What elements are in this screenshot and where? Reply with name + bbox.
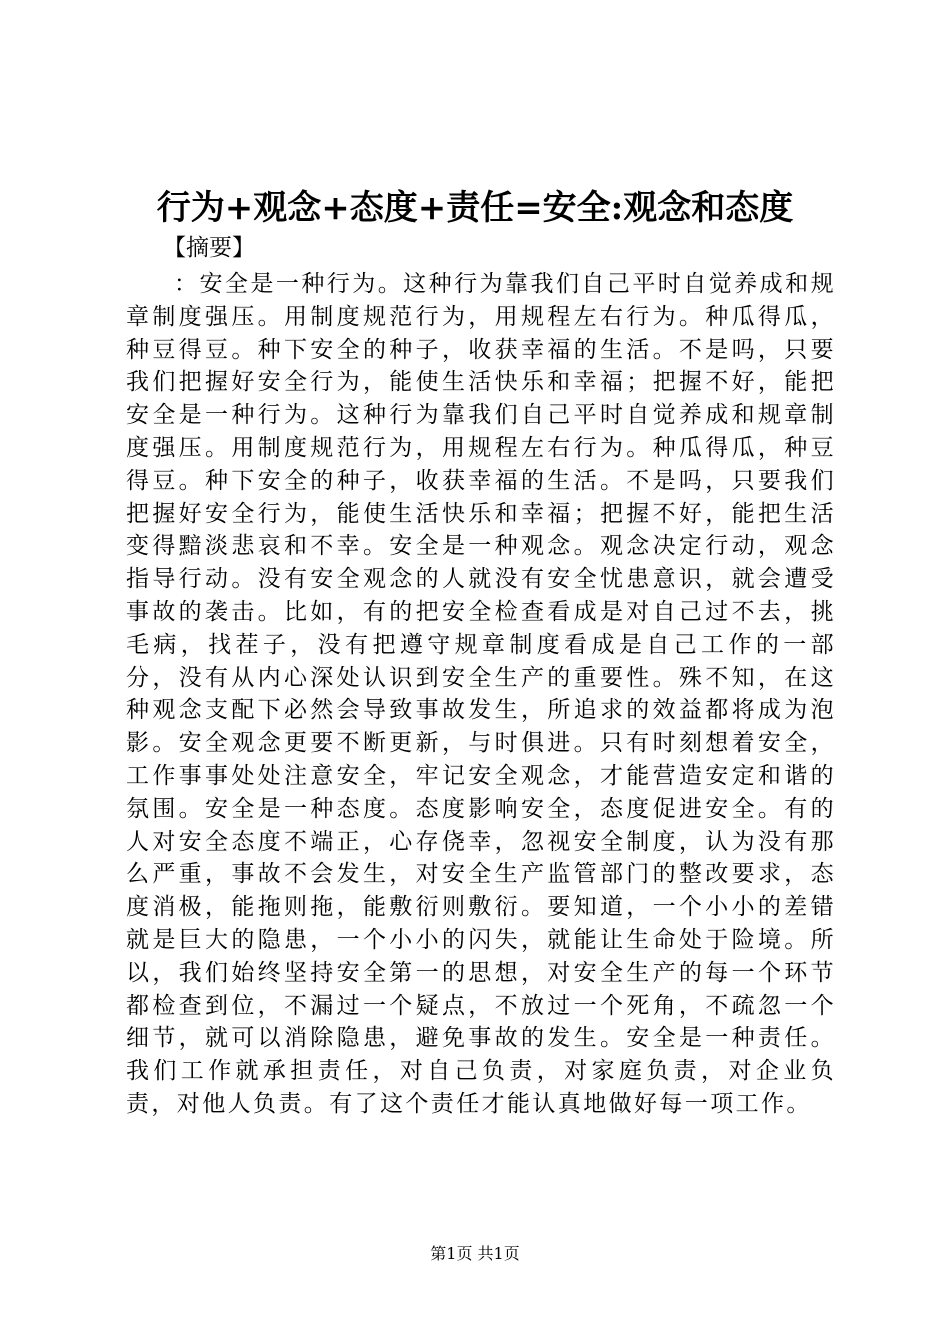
abstract-heading: 【摘要】 bbox=[163, 235, 255, 261]
page-footer: 第1页 共1页 bbox=[430, 1244, 520, 1263]
page-title: 行为+观念+态度+责任=安全:观念和态度 bbox=[156, 188, 794, 228]
abstract-body: ：安全是一种行为。这种行为靠我们自己平时自觉养成和规章制度强压。用制度规范行为，用规程左右行为。种瓜得瓜，种豆得豆。种下安全的种子，收获幸福的生活。不是吗，只要我们把握好安全行为，能使生活快乐和幸福；把握不好，能把安全是一种行为。这种行为靠我们自己平时自觉养成和规章制度强压。用制度规范行为，用规程左右行为。种瓜得瓜，种豆得豆。种下安全的种子，收获幸福的生活。不是吗，只要我们把握好安全行为，能使生活快乐和幸福；把握不好，能把生活变得黯淡悲哀和不幸。安全是一种观念。观念决定行动，观念指导行动。没有安全观念的人就没有安全忧患意识，就会遭受事故的袭击。比如，有的把安全检查看成是对自己过不去，挑毛病，找茬子，没有把遵守规章制度看成是自己工作的一部分，没有从内心深处认识到安全生产的重要性。殊不知，在这种观念支配下必然会导致事故发生，所追求的效益都将成为泡影。安全观念更要不断更新，与时俱进。只有时刻想着安全，工作事事处处注意安全，牢记安全观念，才能营造安定和谐的氛围。安全是一种态度。态度影响安全，态度促进安全。有的人对安全态度不端正，心存侥幸，忽视安全制度，认为没有那么严重，事故不会发生，对安全生产监管部门的整改要求，态度消极，能拖则拖，能敷衍则敷衍。要知道，一个小小的差错就是巨大的隐患，一个小小的闪失，就能让生命处于险境。所以，我们始终坚持安全第一的思想，对安全生产的每一个环节都检查到位，不漏过一个疑点，不放过一个死角，不疏忽一个细节，就可以消除隐患，避免事故的发生。安全是一种责任。我们工作就承担责任，对自己负责，对家庭负责，对企业负责，对他人负责。有了这个责任才能认真地做好每一项工作。 bbox=[126, 271, 836, 1117]
